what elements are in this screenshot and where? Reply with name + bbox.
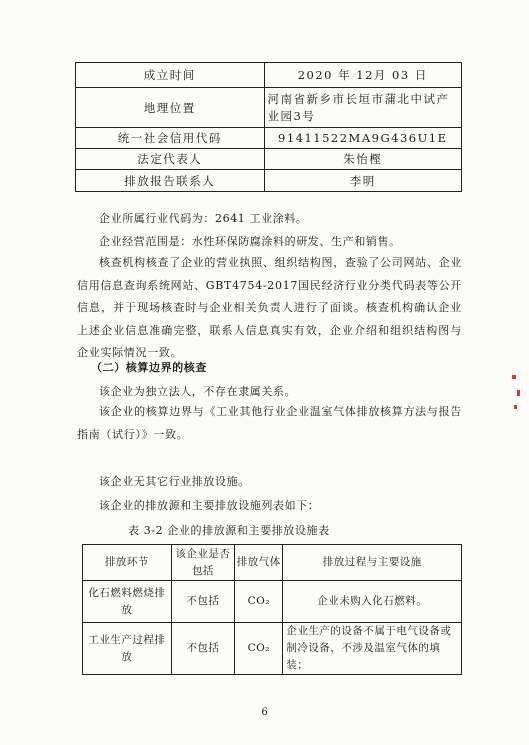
scope-paragraph: 企业经营范围是：水性环保防腐涂料的研发、生产和销售。 [99, 235, 401, 248]
seal-edge-mark [512, 375, 516, 379]
column-header: 排放环节 [83, 545, 172, 581]
info-value: 2020 年 12月 03 日 [264, 63, 461, 88]
info-value: 河南省新乡市长垣市蒲北中试产业园3号 [264, 88, 461, 128]
table-cell: 工业生产过程排放 [83, 623, 172, 675]
industry-paragraph: 企业所属行业代码为：2641 工业涂料。 [99, 212, 308, 225]
company-info-table [75, 62, 462, 192]
seal-edge-mark [517, 390, 520, 396]
info-value: 李明 [264, 170, 461, 192]
verification-paragraph: 核查机构核查了企业的营业执照、组织结构图，查验了公司网站、企业信用信息查询系统网站、GBT4754-2017国民经济行业分类代码表等公开信息，并于现场核查时与企业相关负责人进行了面谈。核查机构确认企业上述企业信息准确完整，联系人信息真实有效，企业介绍和组织结构图与企业实际情况一致。 [77, 256, 462, 360]
boundary-paragraph-4: 该企业的排放源和主要排放设施列表如下： [99, 499, 320, 512]
table-row [76, 88, 462, 128]
info-label: 法定代表人 [76, 149, 265, 170]
table-cell: 不包括 [171, 581, 234, 623]
table-cell: 化石燃料燃烧排放 [83, 581, 172, 623]
table-cell: 企业生产的设备不属于电气设备或制冷设备，不涉及温室气体的填装； [283, 623, 462, 675]
table-row [76, 149, 462, 170]
seal-edge-mark [514, 405, 517, 409]
table-caption: 表 3-2 企业的排放源和主要排放设施表 [128, 524, 330, 537]
info-label: 统一社会信用代码 [76, 128, 265, 149]
table-row [76, 128, 462, 149]
table-cell: 企业未购入化石燃料。 [283, 581, 462, 623]
table-row [83, 623, 462, 675]
table-row [83, 581, 462, 623]
table-cell: CO₂ [235, 581, 283, 623]
info-value: 91411522MA9G436U1E [264, 128, 461, 149]
table-row [76, 170, 462, 192]
table-header-row [83, 545, 462, 581]
column-header: 排放过程与主要设施 [283, 545, 462, 581]
page-number: 6 [261, 707, 268, 718]
section-heading: （二）核算边界的核查 [91, 361, 207, 374]
info-label: 地理位置 [76, 88, 265, 128]
info-label: 成立时间 [76, 63, 265, 88]
emission-facilities-table [82, 544, 462, 675]
info-label: 排放报告联系人 [76, 170, 265, 192]
table-cell: CO₂ [235, 623, 283, 675]
table-row [76, 63, 462, 88]
column-header: 该企业是否包括 [171, 545, 234, 581]
boundary-paragraph-3: 该企业无其它行业排放设施。 [99, 475, 250, 488]
info-value: 朱怡樫 [264, 149, 461, 170]
table-cell: 不包括 [171, 623, 234, 675]
boundary-paragraph-1: 该企业为独立法人，不存在隶属关系。 [99, 385, 297, 398]
column-header: 排放气体 [235, 545, 283, 581]
boundary-paragraph-2: 该企业的核算边界与《工业其他行业企业温室气体排放核算方法与报告指南（试行）》一致。 [77, 405, 462, 441]
